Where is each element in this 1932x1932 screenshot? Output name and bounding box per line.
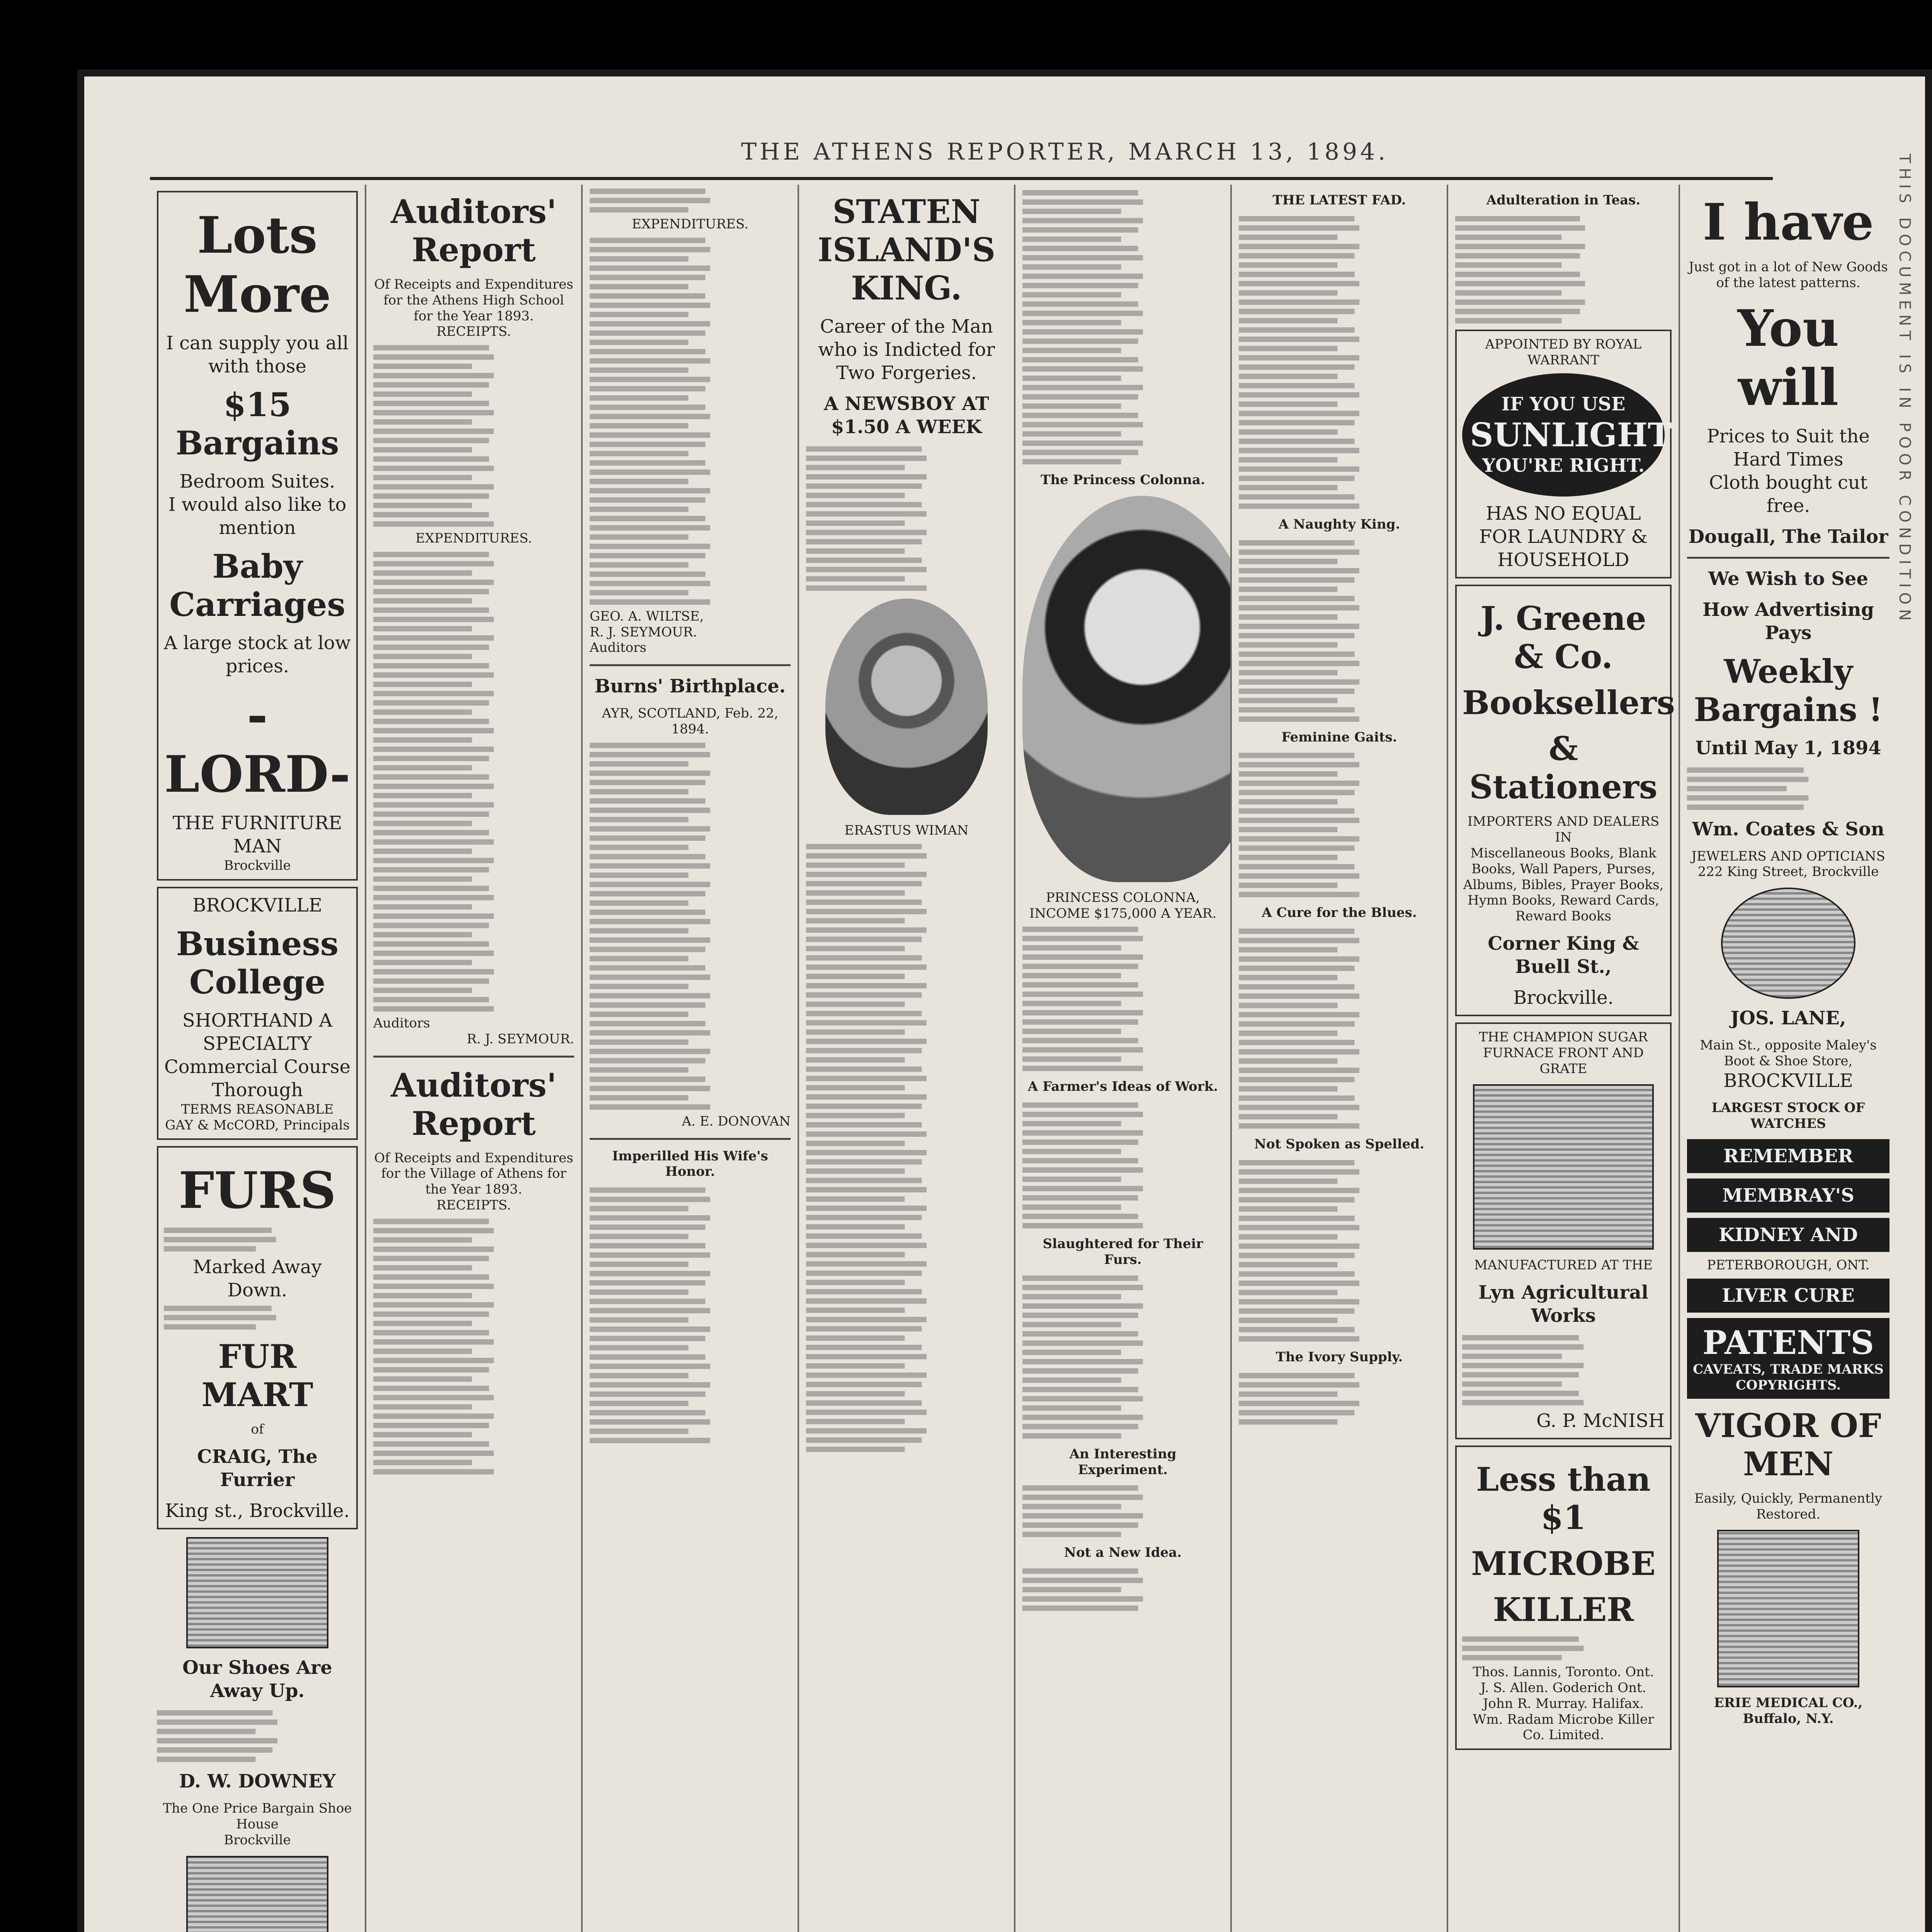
ad-text: THE FURNITURE MAN (172, 812, 342, 857)
ad-text: Commercial Course Thorough (164, 1056, 350, 1101)
ad-name: D. W. DOWNEY (179, 1770, 336, 1793)
ad-text: Brockville (224, 858, 291, 873)
ad-text: Bedroom Suites. (179, 471, 335, 492)
lane-watches-ad (1687, 888, 1889, 1131)
dateline: AYR, SCOTLAND, Feb. 22, 1894. (602, 706, 779, 737)
article-subhead: A NEWSBOY AT $1.50 A WEEK (824, 393, 989, 438)
ad-headline: VIGOR OF MEN (1695, 1406, 1881, 1483)
ad-name: -LORD- (164, 685, 350, 804)
ad-name: CRAIG, The Furrier (197, 1446, 318, 1491)
ad-name: ERIE MEDICAL CO., Buffalo, N.Y. (1714, 1695, 1863, 1727)
shoe-illustration (186, 1537, 328, 1648)
membray-ad (1687, 1139, 1889, 1313)
portrait-wiman (825, 599, 988, 815)
masthead-rule (150, 177, 1773, 180)
ad-text: GAY & McCORD, Principals (165, 1117, 350, 1133)
ad-headline: I have (1702, 192, 1874, 252)
article-title: An Interesting Experiment. (1069, 1446, 1177, 1478)
furs-ad (157, 1146, 358, 1529)
ad-text: LARGEST STOCK OF WATCHES (1711, 1100, 1865, 1131)
portrait-caption: ERASTUS WIMAN (844, 823, 969, 838)
ad-name: Wm. Coates & Son (1692, 818, 1884, 840)
article-title: A Farmer's Ideas of Work. (1027, 1079, 1218, 1095)
ad-text: A large stock at low prices. (164, 632, 351, 677)
auditors-label: Auditors (373, 1015, 430, 1031)
article-title: Imperilled His Wife's Honor. (612, 1148, 768, 1180)
ad-text: TERMS REASONABLE (181, 1101, 334, 1117)
ad-text: Main St., opposite Maley's Boot & Shoe Store, (1700, 1037, 1877, 1069)
ad-text: The One Price Bargain Shoe House (163, 1801, 352, 1832)
ad-item: Baby Carriages (169, 547, 345, 624)
ad-headline: Lyn Agricultural Works (1478, 1282, 1648, 1327)
ad-headline: Weekly Bargains ! (1694, 652, 1883, 729)
ad-text: JEWELERS AND OPTICIANS (1691, 848, 1885, 864)
patents-ad (1687, 1318, 1889, 1399)
ad-text: & Stationers (1469, 730, 1658, 806)
portrait-caption: PRINCESS COLONNA, INCOME $175,000 A YEAR. (1029, 889, 1217, 921)
ad-headline: How Advertising Pays (1702, 599, 1874, 644)
coates-ad (1687, 567, 1889, 880)
ad-text: IF YOU USE (1501, 393, 1626, 415)
column-latest-fad (1232, 185, 1448, 1932)
dougall-tailor-ad (1687, 192, 1889, 548)
condition-note: THIS DOCUMENT IS IN POOR CONDITION (1896, 154, 1913, 626)
article-title: Adulteration in Teas. (1486, 192, 1641, 208)
column-ads-right-2 (1680, 185, 1896, 1932)
ad-text: Cloth bought cut free. (1709, 471, 1868, 517)
column-ads-right-1 (1448, 185, 1680, 1932)
column-auditors (366, 185, 583, 1932)
article-title: Burns' Birthplace. (594, 675, 786, 697)
ad-text: HAS NO EQUAL FOR LAUNDRY & HOUSEHOLD (1479, 503, 1648, 571)
ad-text: I would also like to mention (168, 494, 347, 539)
report-subtitle: Of Receipts and Expenditures for the Athens High School for the Year 1893. (374, 277, 573, 324)
ad-text: of (251, 1422, 264, 1437)
ad-headline: MEMBRAY'S (1687, 1179, 1889, 1213)
article-title: THE LATEST FAD. (1272, 192, 1406, 208)
section-label: EXPENDITURES. (415, 531, 532, 546)
signature: A. E. DONOVAN (682, 1113, 791, 1129)
ad-text: CAVEATS, TRADE MARKS COPYRIGHTS. (1693, 1362, 1884, 1393)
article-title: The Ivory Supply. (1276, 1349, 1403, 1365)
article-title: Not a New Idea. (1064, 1545, 1182, 1561)
watch-illustration (1721, 888, 1855, 999)
auditors-label: Auditors (590, 640, 646, 656)
ad-text: Prices to Suit the Hard Times (1707, 425, 1870, 470)
furnace-illustration (1473, 1084, 1654, 1250)
ad-text: THE CHAMPION SUGAR FURNACE FRONT AND GRATE (1479, 1029, 1648, 1077)
article-title: Feminine Gaits. (1281, 729, 1397, 745)
ad-text: BROCKVILLE (1723, 1070, 1853, 1092)
column-expenditures (583, 185, 799, 1932)
column-princess (1015, 185, 1232, 1932)
signature: GEO. A. WILTSE, (590, 608, 704, 624)
ad-text: Booksellers (1462, 684, 1675, 722)
ad-text: Corner King & Buell St., (1488, 932, 1639, 978)
article-title: A Cure for the Blues. (1262, 905, 1417, 921)
newspaper-page (77, 70, 1932, 1932)
section-label: EXPENDITURES. (632, 216, 748, 232)
sunlight-soap-ad (1455, 330, 1672, 579)
ad-headline: PATENTS (1702, 1323, 1874, 1362)
ad-text: APPOINTED BY ROYAL WARRANT (1485, 336, 1642, 368)
lord-furniture-ad (157, 191, 358, 881)
article-subhead: Career of the Man who is Indicted for Two Forgeries. (818, 316, 995, 384)
ad-headline: KIDNEY AND (1687, 1218, 1889, 1252)
ad-text: 222 King Street, Brockville (1697, 864, 1879, 880)
report-title: Auditors' Report (391, 192, 557, 269)
ad-text: Thos. Lannis, Toronto. Ont. (1473, 1664, 1654, 1680)
section-label: RECEIPTS. (436, 1197, 511, 1213)
ad-text: King st., Brockville. (165, 1500, 350, 1522)
ad-headline: REMEMBER (1687, 1139, 1889, 1173)
ad-headline: Lots More (184, 206, 331, 324)
article-title: Not Spoken as Spelled. (1254, 1136, 1425, 1152)
ad-headline: KILLER (1493, 1590, 1634, 1629)
lyn-works-ad (1455, 1022, 1672, 1439)
ad-text: Miscellaneous Books, Blank Books, Wall Papers, Purses, Albums, Bibles, Prayer Books, Hymn Books, Reward Cards, Reward Books (1463, 845, 1664, 924)
ad-text: Easily, Quickly, Permanently Restored. (1694, 1490, 1882, 1522)
ad-headline: J. Greene & Co. (1480, 599, 1646, 676)
column-ads-left (150, 185, 366, 1932)
vigor-of-men-ad (1687, 1406, 1889, 1727)
ad-headline: SUNLIGHT (1470, 416, 1672, 454)
ad-text: IMPORTERS AND DEALERS IN (1467, 814, 1660, 845)
portrait-princess-colonna (1022, 496, 1232, 882)
ad-headline: We Wish to See (1708, 568, 1868, 590)
article-headline: STATEN ISLAND'S KING. (817, 192, 996, 307)
ad-headline: Our Shoes Are Away Up. (182, 1657, 332, 1702)
ad-headline: FURS (179, 1161, 336, 1220)
ad-text: G. P. McNISH (1536, 1410, 1665, 1432)
section-label: RECEIPTS. (436, 324, 511, 340)
ad-text: BROCKVILLE (192, 894, 322, 916)
ad-text: MANUFACTURED AT THE (1474, 1257, 1653, 1273)
ad-text: John R. Murray. Halifax. (1483, 1696, 1644, 1711)
article-title: Slaughtered for Their Furs. (1043, 1236, 1203, 1267)
report-title: Auditors' Report (391, 1066, 557, 1143)
ad-headline: Less than $1 (1476, 1460, 1651, 1537)
masthead: THE ATHENS REPORTER, MARCH 13, 1894. (741, 138, 1389, 165)
ad-name: FUR MART (201, 1337, 313, 1414)
ad-text: Brockville. (1513, 986, 1614, 1009)
ad-headline: LIVER CURE (1687, 1279, 1889, 1313)
ad-name: JOS. LANE, (1730, 1007, 1846, 1029)
sunlight-logo (1462, 373, 1672, 497)
ad-headline: MICROBE (1471, 1544, 1656, 1583)
farmer-illustration (186, 1856, 328, 1932)
statue-illustration (1717, 1530, 1859, 1687)
article-title: The Princess Colonna. (1041, 472, 1205, 488)
ad-text: Wm. Radam Microbe Killer Co. Limited. (1473, 1711, 1654, 1743)
ad-text: I can supply you all with those (166, 332, 349, 377)
business-college-ad (157, 887, 358, 1140)
ad-text: Brockville (224, 1832, 291, 1848)
ad-text: YOU'RE RIGHT. (1482, 455, 1645, 477)
report-subtitle: Of Receipts and Expenditures for the Village of Athens for the Year 1893. (374, 1150, 573, 1197)
ad-text: SHORTHAND A SPECIALTY (182, 1009, 333, 1054)
ad-text: Just got in a lot of New Goods of the latest patterns. (1689, 259, 1888, 291)
article-title: A Naughty King. (1278, 516, 1400, 532)
ad-text: Marked Away Down. (193, 1256, 322, 1301)
ad-headline: Business College (176, 924, 339, 1001)
column-staten-island (799, 185, 1015, 1932)
ad-price: $15 Bargains (175, 386, 339, 462)
signature: R. J. SEYMOUR. (590, 624, 697, 640)
ad-text: Until May 1, 1894 (1695, 737, 1881, 759)
microbe-killer-ad (1455, 1446, 1672, 1750)
ad-name: Dougall, The Tailor (1688, 526, 1888, 548)
signature: R. J. SEYMOUR. (466, 1031, 574, 1047)
ad-text: PETERBOROUGH, ONT. (1707, 1257, 1870, 1273)
greene-booksellers-ad (1455, 585, 1675, 1016)
ad-headline: You will (1737, 298, 1839, 417)
ad-text: J. S. Allen. Goderich Ont. (1480, 1680, 1646, 1696)
